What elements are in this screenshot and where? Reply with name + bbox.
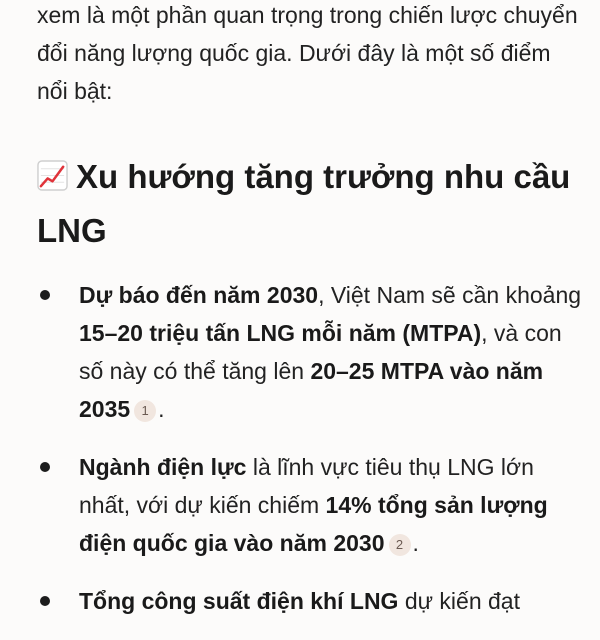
bold-text: Tổng công suất điện khí LNG [79,588,399,614]
list-item [37,448,582,562]
bullet-dot [40,596,50,606]
body-text: , Việt Nam sẽ cần khoảng [318,282,582,308]
citation-badge[interactable]: 2 [389,534,411,556]
intro-paragraph: xem là một phần quan trọng trong chiến lược chuyển đổi năng lượng quốc gia. Dưới đây là một số điểm nổi bật: [37,2,578,104]
bold-text: 20–25 MTPA vào năm 2035 [79,358,544,422]
section-heading [37,150,582,258]
body-text: . [158,396,165,422]
body-text: , và con số này có thể tăng lên [79,320,562,384]
list-item [37,276,582,428]
bold-text: Dự báo đến năm 2030 [79,282,319,308]
citation-badge[interactable]: 1 [134,400,156,422]
chart-increasing-icon [37,160,68,191]
list-item [37,582,582,620]
body-text: là lĩnh vực tiêu thụ LNG lớn nhất, với dự kiến chiếm [79,454,534,518]
bold-text: 14% tổng sản lượng điện quốc gia vào năm 2030 [79,492,548,556]
body-text: dự kiến đạt [398,588,520,614]
bullet-list [37,276,582,640]
bullet-dot [40,290,50,300]
body-text: . [412,530,419,556]
bold-text: 15–20 triệu tấn LNG mỗi năm (MTPA) [79,320,482,346]
bullet-dot [40,462,50,472]
section-heading-text: Xu hướng tăng trưởng nhu cầu LNG [37,158,571,249]
bold-text: Ngành điện lực [79,454,247,480]
